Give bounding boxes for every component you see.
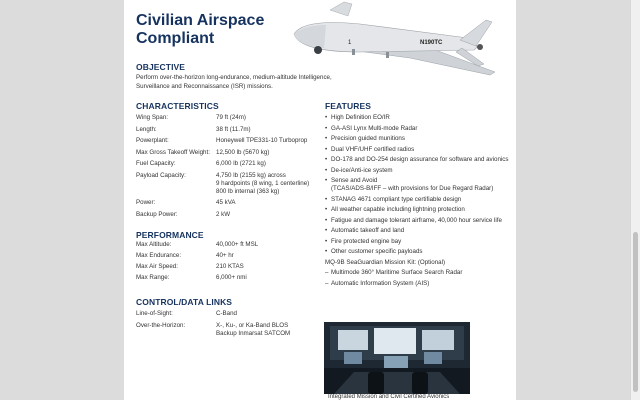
document-page bbox=[124, 0, 516, 400]
feature-item bbox=[325, 269, 462, 277]
objective-line: Perform over-the-horizon long-endurance, medium-altitude Intelligence, bbox=[136, 74, 332, 81]
feature-marker: • bbox=[325, 156, 328, 163]
spec-value-line: X-, Ku-, or Ka-Band BLOS bbox=[216, 321, 289, 329]
spec-label: Line-of-Sight: bbox=[136, 310, 173, 317]
spec-label: Max Endurance: bbox=[136, 252, 182, 259]
feature-item bbox=[325, 146, 414, 154]
objective-heading: OBJECTIVE bbox=[136, 62, 186, 72]
spec-value bbox=[216, 211, 230, 219]
spec-value-line: 9 hardpoints (8 wing, 1 centerline) bbox=[216, 179, 310, 187]
spec-label: Fuel Capacity: bbox=[136, 160, 176, 167]
spec-value-line: 6,000+ nmi bbox=[216, 274, 247, 281]
feature-marker: – bbox=[325, 269, 329, 276]
feature-item bbox=[325, 280, 429, 288]
spec-label: Max Altitude: bbox=[136, 241, 172, 248]
feature-marker: • bbox=[325, 248, 328, 255]
spec-value-line: 210 KTAS bbox=[216, 263, 244, 270]
photo-caption: Integrated Mission and Civil Certified Avionics bbox=[328, 394, 450, 400]
feature-item bbox=[325, 259, 445, 267]
spec-value bbox=[216, 114, 246, 122]
aircraft-image bbox=[290, 0, 502, 76]
spec-value-line: 38 ft (11.7m) bbox=[216, 125, 251, 133]
spec-value bbox=[216, 137, 307, 145]
spec-label: Max Gross Takeoff Weight: bbox=[136, 148, 210, 156]
spec-value-line: 45 kVA bbox=[216, 199, 236, 206]
characteristics-heading: CHARACTERISTICS bbox=[136, 101, 219, 111]
spec-value bbox=[216, 149, 269, 157]
spec-label: Max Range: bbox=[136, 274, 170, 281]
feature-text: All weather capable including lightning protection bbox=[331, 206, 465, 213]
feature-item bbox=[325, 227, 404, 235]
feature-item bbox=[325, 206, 465, 214]
feature-text: Fire protected engine bay bbox=[331, 237, 402, 245]
feature-marker: • bbox=[325, 166, 328, 174]
feature-item bbox=[325, 217, 502, 225]
feature-text: Fatigue and damage tolerant airframe, 40,000 hour service life bbox=[331, 216, 502, 224]
spec-value-line: C-Band bbox=[216, 310, 237, 317]
feature-text: Automatic Information System (AIS) bbox=[331, 279, 430, 287]
feature-text: Dual VHF/UHF certified radios bbox=[331, 145, 415, 153]
spec-label: Power: bbox=[136, 199, 156, 206]
spec-value-line: 79 ft (24m) bbox=[216, 114, 246, 121]
spec-label: Payload Capacity: bbox=[136, 171, 186, 179]
spec-value-line: 800 lb internal (363 kg) bbox=[216, 187, 280, 195]
spec-value-line: 40+ hr bbox=[216, 252, 234, 259]
feature-item bbox=[325, 196, 461, 204]
spec-value-line: Backup Inmarsat SATCOM bbox=[216, 329, 291, 337]
spec-value bbox=[216, 322, 290, 338]
performance-heading: PERFORMANCE bbox=[136, 230, 204, 240]
fuselage-number: 1 bbox=[348, 40, 352, 46]
feature-item bbox=[325, 248, 422, 256]
feature-marker: • bbox=[325, 145, 328, 153]
page-title: Civilian Airspace Compliant bbox=[136, 12, 265, 47]
objective-text bbox=[136, 74, 346, 91]
spec-value bbox=[216, 252, 234, 260]
feature-item bbox=[325, 125, 417, 133]
spec-label: Max Air Speed: bbox=[136, 263, 178, 270]
spec-value bbox=[216, 126, 251, 134]
feature-marker: • bbox=[325, 195, 328, 203]
spec-label: Over-the-Horizon: bbox=[136, 321, 186, 329]
spec-value bbox=[216, 172, 309, 196]
spec-value bbox=[216, 263, 244, 271]
features-heading: FEATURES bbox=[325, 101, 371, 111]
spec-value-line: 12,500 lb (5670 kg) bbox=[216, 148, 270, 156]
feature-text: De-ice/Anti-ice system bbox=[331, 166, 393, 174]
feature-text: Other customer specific payloads bbox=[331, 248, 423, 255]
feature-item bbox=[325, 185, 493, 193]
feature-marker: • bbox=[325, 227, 328, 234]
feature-marker: • bbox=[325, 177, 328, 184]
spec-label: Powerplant: bbox=[136, 137, 169, 144]
spec-value-line: 2 kW bbox=[216, 210, 231, 218]
spec-value-line: Honeywell TPE331-10 Turboprop bbox=[216, 137, 308, 144]
feature-text: MQ-9B SeaGuardian Mission Kit: (Optional) bbox=[325, 258, 446, 266]
feature-item bbox=[325, 135, 405, 143]
feature-text: GA-ASI Lynx Multi-mode Radar bbox=[331, 124, 418, 132]
spec-value-line: 40,000+ ft MSL bbox=[216, 241, 259, 248]
feature-marker: • bbox=[325, 135, 328, 142]
feature-item bbox=[325, 167, 393, 175]
spec-label: Backup Power: bbox=[136, 210, 178, 218]
feature-text: DO-178 and DO-254 design assurance for software and avionics bbox=[331, 156, 509, 163]
scrollbar-thumb[interactable] bbox=[633, 232, 638, 392]
feature-marker: • bbox=[325, 124, 328, 132]
spec-value bbox=[216, 160, 266, 168]
control-heading: CONTROL/DATA LINKS bbox=[136, 297, 233, 307]
feature-marker: – bbox=[325, 279, 329, 287]
spec-value-line: 4,750 lb (2155 kg) across bbox=[216, 171, 286, 179]
spec-value bbox=[216, 274, 247, 282]
feature-text: STANAG 4671 compliant type certifiable design bbox=[331, 195, 462, 203]
feature-text: High Definition EO/IR bbox=[331, 114, 390, 121]
feature-item bbox=[325, 156, 508, 164]
spec-label: Length: bbox=[136, 125, 157, 133]
feature-text: Multimode 360° Maritime Surface Search Radar bbox=[331, 269, 463, 276]
feature-item bbox=[325, 114, 390, 122]
ground-station-photo bbox=[324, 322, 470, 394]
feature-text: Precision guided munitions bbox=[331, 135, 405, 142]
feature-marker: • bbox=[325, 237, 328, 245]
feature-marker: • bbox=[325, 206, 328, 213]
spec-label: Wing Span: bbox=[136, 114, 168, 121]
feature-marker: • bbox=[325, 216, 328, 224]
feature-item bbox=[325, 177, 377, 185]
feature-text: Automatic takeoff and land bbox=[331, 227, 405, 234]
objective-line: Surveillance and Reconnaissance (ISR) missions. bbox=[136, 82, 273, 90]
tail-number: N190TC bbox=[420, 40, 443, 46]
feature-marker: • bbox=[325, 114, 328, 121]
page-scrollbar[interactable] bbox=[630, 0, 640, 400]
spec-value-line: 6,000 lb (2721 kg) bbox=[216, 160, 266, 167]
spec-value bbox=[216, 199, 236, 207]
spec-value bbox=[216, 310, 237, 318]
spec-value bbox=[216, 241, 258, 249]
feature-text: (TCAS/ADS-B/IFF – with provisions for Due Regard Radar) bbox=[331, 185, 494, 192]
feature-item bbox=[325, 238, 401, 246]
feature-text: Sense and Avoid bbox=[331, 177, 378, 184]
